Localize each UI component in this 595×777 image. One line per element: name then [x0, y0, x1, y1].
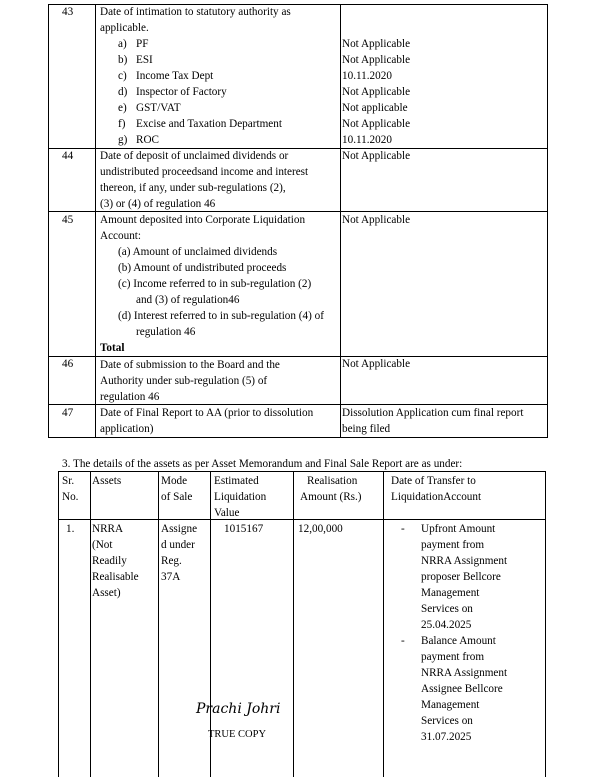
row-43-description: applicable.: [100, 22, 149, 34]
row-43-sub-value: Not Applicable: [342, 86, 411, 98]
row-43-sub-label: e): [118, 102, 127, 114]
transfer-bullet: -: [401, 635, 405, 647]
row-43-sub-value: Not applicable: [342, 102, 408, 114]
row-47-value: being filed: [342, 423, 391, 435]
row-45-sub-item: (d) Interest referred to in sub-regulation (4) of: [118, 310, 324, 322]
asset-mode-of-sale: Reg.: [161, 555, 182, 567]
asset-estimated-value: 1015167: [224, 523, 264, 535]
transfer-balance-line: Services on: [421, 715, 473, 727]
row-45-sub-item: (a) Amount of unclaimed dividends: [118, 246, 278, 258]
asset-table-col-divider: [293, 471, 294, 777]
row-43-sub-label: f): [118, 118, 126, 130]
row-46-description: Date of submission to the Board and the: [100, 359, 280, 371]
section-3-heading: 3. The details of the assets as per Asset Memorandum and Final Sale Report are as under:: [62, 458, 463, 470]
header-mode-of-sale: Mode: [161, 475, 188, 487]
row-45-description: Amount deposited into Corporate Liquidation: [100, 214, 306, 226]
row-43-sub-text: ESI: [136, 54, 153, 66]
row-45-sub-item: and (3) of regulation46: [136, 294, 240, 306]
header-estimated-value: Liquidation: [214, 491, 267, 503]
transfer-balance-line: NRRA Assignment: [421, 667, 508, 679]
upper-table-border-right: [547, 4, 548, 438]
asset-name: Readily: [92, 555, 127, 567]
row-44-number: 44: [62, 150, 74, 162]
transfer-upfront-line: Services on: [421, 603, 473, 615]
true-copy-stamp: TRUE COPY: [208, 729, 267, 740]
row-45-sub-item: (c) Income referred to in sub-regulation (2): [118, 278, 312, 290]
row-47-description: application): [100, 423, 154, 435]
row-43-number: 43: [62, 6, 74, 18]
signature: Prachi Johri: [196, 701, 281, 717]
row-43-description: Date of intimation to statutory authority as: [100, 6, 291, 18]
row-43-sub-text: GST/VAT: [136, 102, 181, 114]
row-46-description: regulation 46: [100, 391, 160, 403]
header-estimated-value: Value: [214, 507, 240, 519]
header-sr-no: Sr.: [62, 475, 75, 487]
upper-table-border-bottom: [48, 437, 547, 438]
row-45-number: 45: [62, 214, 74, 226]
row-43-sub-value: Not Applicable: [342, 54, 411, 66]
header-mode-of-sale: of Sale: [161, 491, 193, 503]
row-46-description: Authority under sub-regulation (5) of: [100, 375, 268, 387]
row-43-sub-label: c): [118, 70, 127, 82]
transfer-balance-line: Balance Amount: [421, 635, 496, 647]
header-sr-no: No.: [62, 491, 79, 503]
row-47-value: Dissolution Application cum final report: [342, 407, 524, 419]
transfer-balance-line: payment from: [421, 651, 485, 663]
row-47-number: 47: [62, 407, 74, 419]
asset-table-border-top: [58, 471, 546, 472]
asset-name: NRRA: [92, 523, 124, 535]
row-43-sub-label: a): [118, 38, 127, 50]
row-43-sub-text: Excise and Taxation Department: [136, 118, 282, 130]
transfer-upfront-line: Management: [421, 587, 480, 599]
asset-sr-no: 1.: [66, 523, 75, 535]
row-46-number: 46: [62, 358, 74, 370]
row-43-sub-text: Income Tax Dept: [136, 70, 214, 82]
asset-table-col-divider: [158, 471, 159, 777]
row-45-total: Total: [100, 342, 125, 354]
row-43-sub-text: Inspector of Factory: [136, 86, 227, 98]
asset-realisation-amount: 12,00,000: [298, 523, 343, 535]
row-47-description: Date of Final Report to AA (prior to dissolution: [100, 407, 314, 419]
row-43-sub-label: d): [118, 86, 128, 98]
upper-table-divider-col1: [95, 4, 96, 438]
asset-table-col-divider: [90, 471, 91, 777]
transfer-upfront-line: NRRA Assignment: [421, 555, 508, 567]
transfer-balance-line: Management: [421, 699, 480, 711]
upper-table-border-left: [48, 4, 49, 438]
row-43-sub-value: Not Applicable: [342, 118, 411, 130]
transfer-balance-line: 31.07.2025: [421, 731, 472, 743]
asset-mode-of-sale: Assigne: [161, 523, 198, 535]
row-44-value: Not Applicable: [342, 150, 411, 162]
header-estimated-value: Estimated: [214, 475, 259, 487]
upper-table-divider-col2: [340, 4, 341, 438]
row-43-sub-value: 10.11.2020: [342, 134, 392, 146]
asset-mode-of-sale: d under: [161, 539, 195, 551]
transfer-upfront-line: Upfront Amount: [421, 523, 496, 535]
asset-name: Asset): [92, 587, 121, 599]
row-43-sub-label: g): [118, 134, 128, 146]
row-45-description: Account:: [100, 230, 142, 242]
transfer-balance-line: Assignee Bellcore: [421, 683, 503, 695]
row-43-sub-label: b): [118, 54, 128, 66]
row-43-sub-text: PF: [136, 38, 149, 50]
row-46-value: Not Applicable: [342, 358, 411, 370]
asset-table-header-divider: [58, 519, 546, 520]
transfer-upfront-line: proposer Bellcore: [421, 571, 501, 583]
row-44-description: (3) or (4) of regulation 46: [100, 198, 216, 210]
row-44-description: undistributed proceedsand income and interest: [100, 166, 309, 178]
row-43-sub-text: ROC: [136, 134, 160, 146]
header-assets: Assets: [92, 475, 122, 487]
row-43-sub-value: Not Applicable: [342, 38, 411, 50]
row-45-sub-item: (b) Amount of undistributed proceeds: [118, 262, 287, 274]
transfer-upfront-line: 25.04.2025: [421, 619, 472, 631]
row-44-description: Date of deposit of unclaimed dividends or: [100, 150, 289, 162]
header-date-of-transfer: LiquidationAccount: [391, 491, 482, 503]
row-45-value: Not Applicable: [342, 214, 411, 226]
transfer-bullet: -: [401, 523, 405, 535]
header-date-of-transfer: Date of Transfer to: [391, 475, 476, 487]
transfer-upfront-line: payment from: [421, 539, 485, 551]
row-45-sub-item: regulation 46: [136, 326, 196, 338]
row-44-description: thereon, if any, under sub-regulations (2),: [100, 182, 286, 194]
header-realisation-amount: Amount (Rs.): [300, 491, 362, 503]
row-43-sub-value: 10.11.2020: [342, 70, 392, 82]
asset-mode-of-sale: 37A: [161, 571, 181, 583]
asset-table-col-divider: [383, 471, 384, 777]
header-realisation-amount: Realisation: [307, 475, 358, 487]
asset-table-border-left: [58, 471, 59, 777]
asset-name: (Not: [92, 539, 113, 551]
asset-table-border-right: [545, 471, 546, 777]
asset-name: Realisable: [92, 571, 139, 583]
